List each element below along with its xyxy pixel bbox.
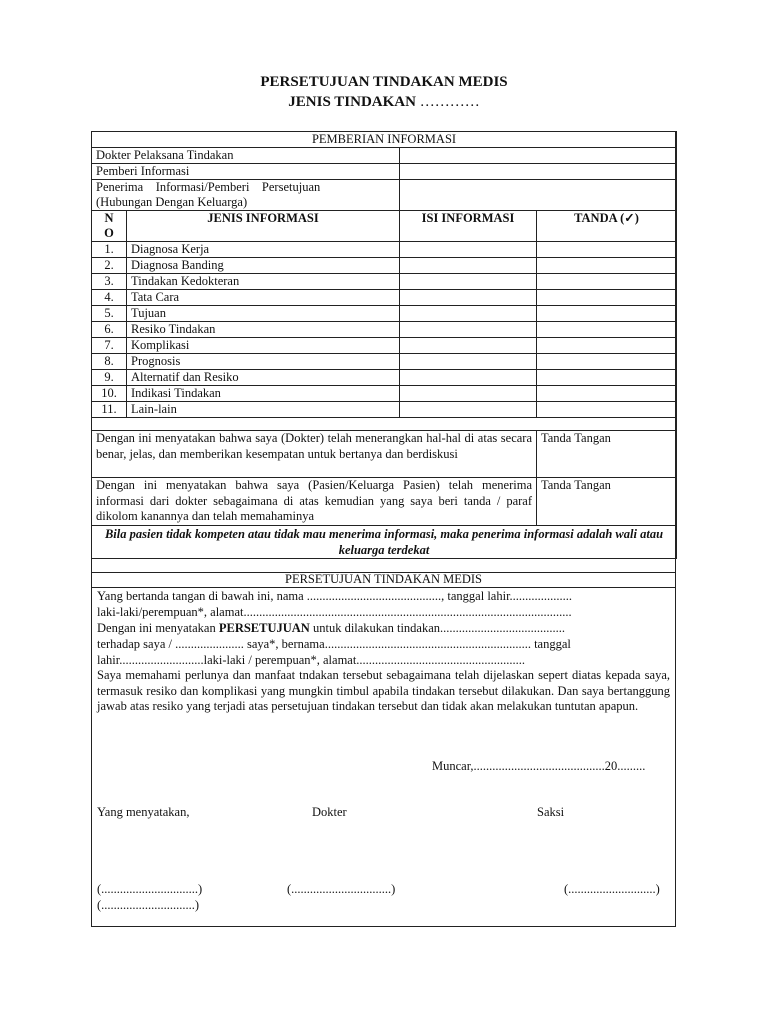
row-number: 6. bbox=[92, 322, 127, 338]
consent-line-3 bbox=[97, 621, 670, 637]
doctor-signature-cell[interactable] bbox=[537, 431, 677, 478]
row-content-field[interactable] bbox=[400, 354, 537, 370]
giver-field[interactable] bbox=[400, 164, 677, 180]
row-label: Tindakan Kedokteran bbox=[127, 274, 400, 290]
row-mark-field[interactable] bbox=[537, 306, 677, 322]
row-content-field[interactable] bbox=[400, 290, 537, 306]
row-content-field[interactable] bbox=[400, 258, 537, 274]
row-number: 1. bbox=[92, 242, 127, 258]
col-header-type: JENIS INFORMASI bbox=[127, 211, 400, 242]
row-content-field[interactable] bbox=[400, 322, 537, 338]
row-mark-field[interactable] bbox=[537, 322, 677, 338]
row-label: Diagnosa Kerja bbox=[127, 242, 400, 258]
row-content-field[interactable] bbox=[400, 386, 537, 402]
row-label: Prognosis bbox=[127, 354, 400, 370]
consent-heading-rule bbox=[91, 587, 676, 588]
consent-line-1: Yang bertanda tangan di bawah ini, nama ..........................................., tanggal lahir.................... bbox=[97, 589, 573, 603]
witness-blank[interactable]: (............................) bbox=[564, 882, 660, 896]
spacer-row bbox=[92, 418, 677, 431]
consent-paragraph: Saya memahami perlunya dan manfaat tndakan tersebut sebagaimana telah dijelaskan sepert diatas kepada saya, termasuk resiko dan komplikasi yang mungkin timbul apabila tindakan tersebut dilakukan. Dan saya bertanggung jawab atas resiko yang terjadi atas persetujuan tindakan tersebut dan tidak akan melakukan tuntutan apapun. bbox=[97, 668, 670, 714]
row-label: Tata Cara bbox=[127, 290, 400, 306]
place-date: Muncar,..........................................20......... bbox=[432, 759, 646, 773]
doctor-signature-label: Tanda Tangan bbox=[541, 431, 611, 445]
row-content-field[interactable] bbox=[400, 274, 537, 290]
table-row bbox=[92, 338, 677, 354]
witness-label: Saksi bbox=[537, 805, 565, 819]
patient-signature-cell[interactable] bbox=[537, 478, 677, 526]
row-label: Indikasi Tindakan bbox=[127, 386, 400, 402]
receiver-label-line2: (Hubungan Dengan Keluarga) bbox=[96, 195, 248, 209]
table-row bbox=[92, 322, 677, 338]
consent-section bbox=[91, 572, 676, 927]
patient-statement: Dengan ini menyatakan bahwa saya (Pasien/Keluarga Pasien) telah menerima informasi dari dokter sebagaimana di atas kemudian yang saya beri tanda / paraf dikolom kanannya dan telah memahaminya bbox=[92, 478, 537, 526]
col-header-no: NO bbox=[92, 211, 127, 242]
row-mark-field[interactable] bbox=[537, 290, 677, 306]
doctor-blank[interactable]: (................................) bbox=[287, 882, 396, 896]
row-mark-field[interactable] bbox=[537, 402, 677, 418]
subtitle-blank: ………… bbox=[419, 94, 480, 110]
row-content-field[interactable] bbox=[400, 242, 537, 258]
row-content-field[interactable] bbox=[400, 338, 537, 354]
col-header-mark: TANDA (✓) bbox=[537, 211, 677, 242]
consent-line-5: lahir...........................laki-laki / perempuan*, alamat...................................................... bbox=[97, 653, 526, 667]
table-row bbox=[92, 354, 677, 370]
col-header-content: ISI INFORMASI bbox=[400, 211, 537, 242]
document-title: PERSETUJUAN TINDAKAN MEDIS bbox=[260, 74, 508, 90]
document-subtitle bbox=[0, 94, 768, 111]
consent-line-3-post: untuk dilakukan tindakan........................................ bbox=[312, 621, 566, 635]
incompetent-note: Bila pasien tidak kompeten atau tidak mau menerima informasi, maka penerima informasi adalah wali atau keluarga terdekat bbox=[92, 525, 677, 558]
row-content-field[interactable] bbox=[400, 402, 537, 418]
doctor-sign-label: Dokter bbox=[312, 805, 347, 819]
consent-line-4: terhadap saya / ...................... saya*, bernama.................................................................. tanggal bbox=[97, 637, 571, 651]
info-section-heading: PEMBERIAN INFORMASI bbox=[92, 132, 677, 148]
row-content-field[interactable] bbox=[400, 306, 537, 322]
row-number: 10. bbox=[92, 386, 127, 402]
row-mark-field[interactable] bbox=[537, 370, 677, 386]
row-number: 2. bbox=[92, 258, 127, 274]
table-row bbox=[92, 402, 677, 418]
row-number: 5. bbox=[92, 306, 127, 322]
row-label: Diagnosa Banding bbox=[127, 258, 400, 274]
table-row bbox=[92, 274, 677, 290]
consent-line-3-pre: Dengan ini menyatakan bbox=[97, 621, 216, 635]
row-number: 11. bbox=[92, 402, 127, 418]
row-number: 9. bbox=[92, 370, 127, 386]
table-row bbox=[92, 370, 677, 386]
row-label: Tujuan bbox=[127, 306, 400, 322]
doctor-statement: Dengan ini menyatakan bahwa saya (Dokter) telah menerangkan hal-hal di atas secara benar, jelas, dan memberikan kesempatan untuk bertanya dan berdiskusi bbox=[92, 431, 537, 478]
row-mark-field[interactable] bbox=[537, 258, 677, 274]
table-row bbox=[92, 386, 677, 402]
table-row bbox=[92, 306, 677, 322]
receiver-label bbox=[92, 180, 400, 211]
row-number: 4. bbox=[92, 290, 127, 306]
row-label: Resiko Tindakan bbox=[127, 322, 400, 338]
row-number: 3. bbox=[92, 274, 127, 290]
information-table bbox=[91, 131, 677, 559]
receiver-label-line1: Penerima Informasi/Pemberi Persetujuan bbox=[96, 180, 321, 194]
row-content-field[interactable] bbox=[400, 370, 537, 386]
subtitle-label: JENIS TINDAKAN bbox=[288, 94, 416, 110]
patient-signature-label: Tanda Tangan bbox=[541, 478, 611, 492]
signer-label: Yang menyatakan, bbox=[97, 805, 190, 819]
row-number: 8. bbox=[92, 354, 127, 370]
table-row bbox=[92, 290, 677, 306]
row-mark-field[interactable] bbox=[537, 386, 677, 402]
row-number: 7. bbox=[92, 338, 127, 354]
doctor-label: Dokter Pelaksana Tindakan bbox=[92, 148, 400, 164]
receiver-field[interactable] bbox=[400, 180, 677, 211]
table-row bbox=[92, 242, 677, 258]
table-row bbox=[92, 258, 677, 274]
signer-blank[interactable]: (...............................) bbox=[97, 882, 203, 896]
row-mark-field[interactable] bbox=[537, 274, 677, 290]
consent-keyword: PERSETUJUAN bbox=[218, 621, 310, 635]
row-mark-field[interactable] bbox=[537, 338, 677, 354]
row-label: Alternatif dan Resiko bbox=[127, 370, 400, 386]
row-label: Komplikasi bbox=[127, 338, 400, 354]
row-mark-field[interactable] bbox=[537, 242, 677, 258]
consent-line-2: laki-laki/perempuan*, alamat......................................................................................................... bbox=[97, 605, 572, 619]
row-label: Lain-lain bbox=[127, 402, 400, 418]
consent-heading: PERSETUJUAN TINDAKAN MEDIS bbox=[285, 572, 482, 586]
doctor-field[interactable] bbox=[400, 148, 677, 164]
second-witness-blank[interactable]: (..............................) bbox=[97, 898, 200, 912]
row-mark-field[interactable] bbox=[537, 354, 677, 370]
giver-label: Pemberi Informasi bbox=[92, 164, 400, 180]
